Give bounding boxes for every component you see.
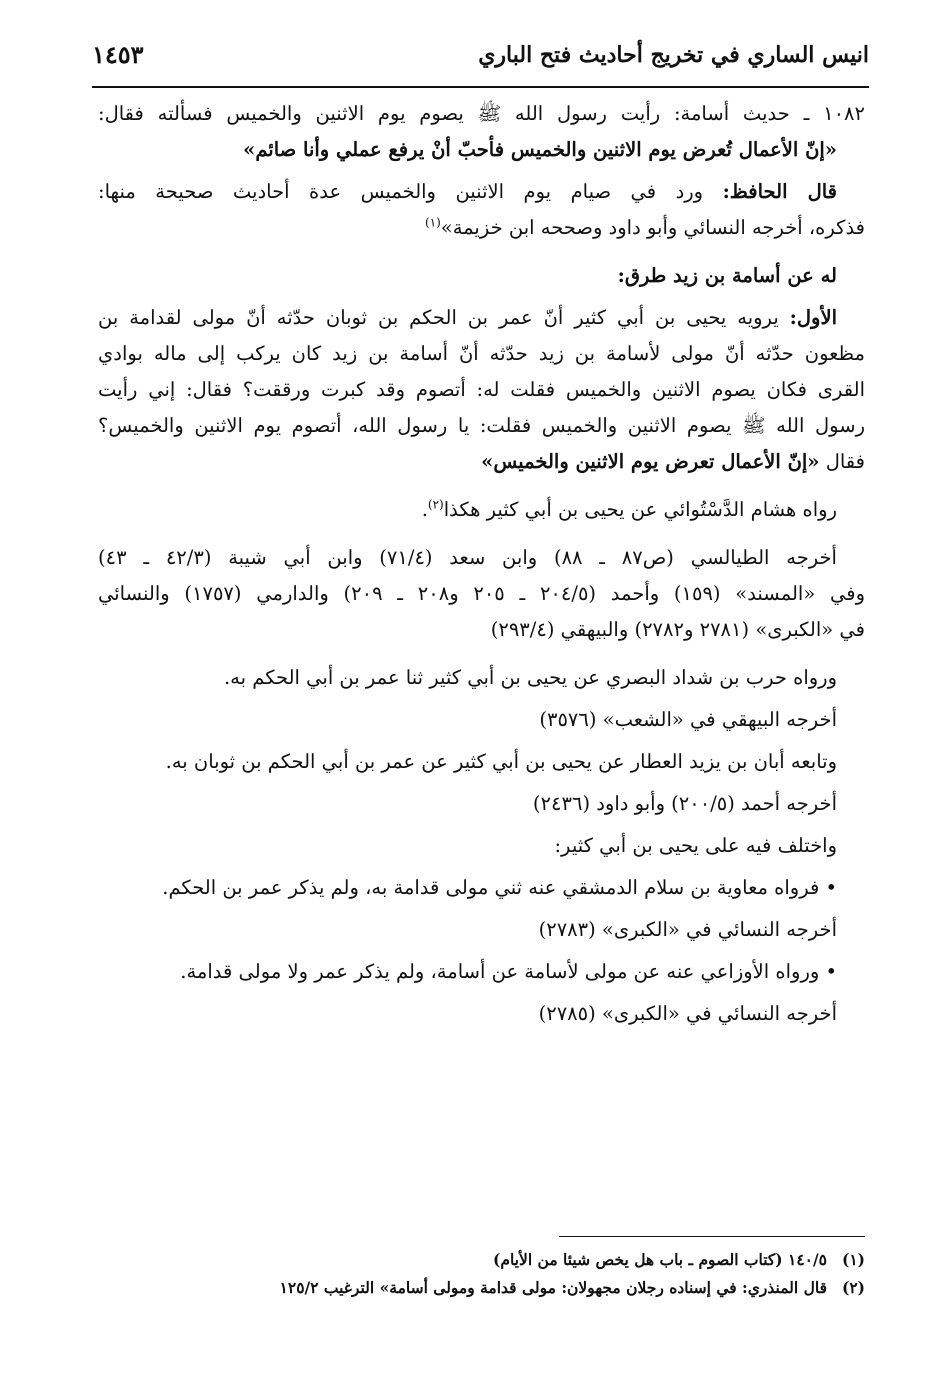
hafiz-label: قال الحافظ: [722, 180, 837, 203]
main-text [98, 96, 865, 1032]
footnote-1 [98, 1246, 865, 1274]
muawiya-line: • فرواه معاوية بن سلام الدمشقي عنه ثني مولى قدامة به، ولم يذكر عمر بن الحكم. [162, 876, 837, 899]
awzai-line: • ورواه الأوزاعي عنه عن مولى لأسامة عن أسامة، ولم يذكر عمر ولا مولى قدامة. [180, 960, 837, 983]
hadith-quote: «إنّ الأعمال تُعرض يوم الاثنين والخميس فأحبّ أنْ يرفع عملي وأنا صائم» [243, 138, 837, 161]
takhrij-line: أخرجه الطيالسي (ص٨٧ ـ ٨٨) وابن سعد (٧١/٤) وابن أبي شيبة (٤٢/٣ ـ ٤٣) [98, 546, 837, 569]
footnote-text: قال المنذري: في إسناده رجلان مجهولان: مولى قدامة ومولى أسامة» الترغيب ١٢٥/٢ [279, 1278, 827, 1297]
footnote-2 [98, 1274, 865, 1302]
awzai-takhrij: أخرجه النسائي في «الكبرى» (٢٧٨٥) [538, 1002, 837, 1025]
paths-heading: له عن أسامة بن زيد طرق: [617, 264, 837, 287]
takhrij-line: وفي «المسند» (١٥٩) وأحمد (٢٠٤/٥ ـ ٢٠٥ و٢٠٨ ـ ٢٠٩) والدارمي (١٧٥٧) والنسائي [98, 582, 865, 605]
hadith-line: ١٠٨٢ ـ حديث أسامة: رأيت رسول الله ﷺ يصوم يوم الاثنين والخميس فسألته فقال: [98, 102, 865, 125]
first-path-line: الأول: يرويه يحيى بن أبي كثير أنّ عمر بن الحكم بن ثوبان حدّثه أنّ مولى لقدامة بن [98, 306, 837, 329]
takhrij-line: في «الكبرى» (٢٧٨١ و٢٧٨٢) والبيهقي (٢٩٣/٤) [490, 618, 865, 641]
footnote-number: (٢) [841, 1278, 865, 1297]
hafiz-line: قال الحافظ: ورد في صيام يوم الاثنين والخميس عدة أحاديث صحيحة منها: [98, 180, 837, 203]
footnote-text: ١٤٠/٥ (كتاب الصوم ـ باب هل يخص شيئا من الأيام) [493, 1250, 827, 1269]
first-label: الأول: [789, 306, 837, 329]
ikhtilaf-line: واختلف فيه على يحيى بن أبي كثير: [554, 834, 837, 857]
first-path-line: رسول الله ﷺ يصوم الاثنين والخميس فقلت: يا رسول الله، أتصوم يوم الاثنين والخميس؟ [98, 414, 865, 437]
first-path-line: مظعون حدّثه أنّ مولى لأسامة بن زيد حدّثه أنّ أسامة بن زيد كان يركب إلى ماله بوادي [98, 342, 865, 365]
page-number: ١٤٥٣ [92, 40, 144, 69]
muawiya-takhrij: أخرجه النسائي في «الكبرى» (٢٧٨٣) [538, 918, 837, 941]
aban-takhrij: أخرجه أحمد (٢٠٠/٥) وأبو داود (٢٤٣٦) [532, 792, 837, 815]
footnote-number: (١) [841, 1250, 865, 1269]
book-title: انيس الساري في تخريج أحاديث فتح الباري [478, 42, 869, 68]
running-header [92, 30, 869, 88]
harb-line: ورواه حرب بن شداد البصري عن يحيى بن أبي كثير ثنا عمر بن أبي الحكم به. [223, 666, 837, 689]
aban-line: وتابعه أبان بن يزيد العطار عن يحيى بن أبي كثير عن عمر بن أبي الحكم بن ثوبان به. [165, 750, 837, 773]
hisham-line: رواه هشام الدَّسْتُوائي عن يحيى بن أبي كثير هكذا$^{(٢)}$. [421, 497, 837, 521]
first-path-line: القرى فكان يصوم الاثنين والخميس فقلت له: أتصوم وقد كبرت ورققت؟ فقال: إني رأيت [98, 378, 865, 401]
footnotes [98, 1246, 865, 1302]
footnote-ref-2: (٢) [427, 497, 444, 512]
footnote-ref-1: (١) [424, 215, 441, 230]
first-path-line: فقال «إنّ الأعمال تعرض يوم الاثنين والخميس» [481, 450, 865, 473]
hafiz-line-2: فذكره، أخرجه النسائي وأبو داود وصححه ابن خزيمة»$^{(١)}$ [424, 215, 865, 239]
footnote-divider [559, 1236, 865, 1237]
harb-takhrij: أخرجه البيهقي في «الشعب» (٣٥٧٦) [539, 708, 837, 731]
